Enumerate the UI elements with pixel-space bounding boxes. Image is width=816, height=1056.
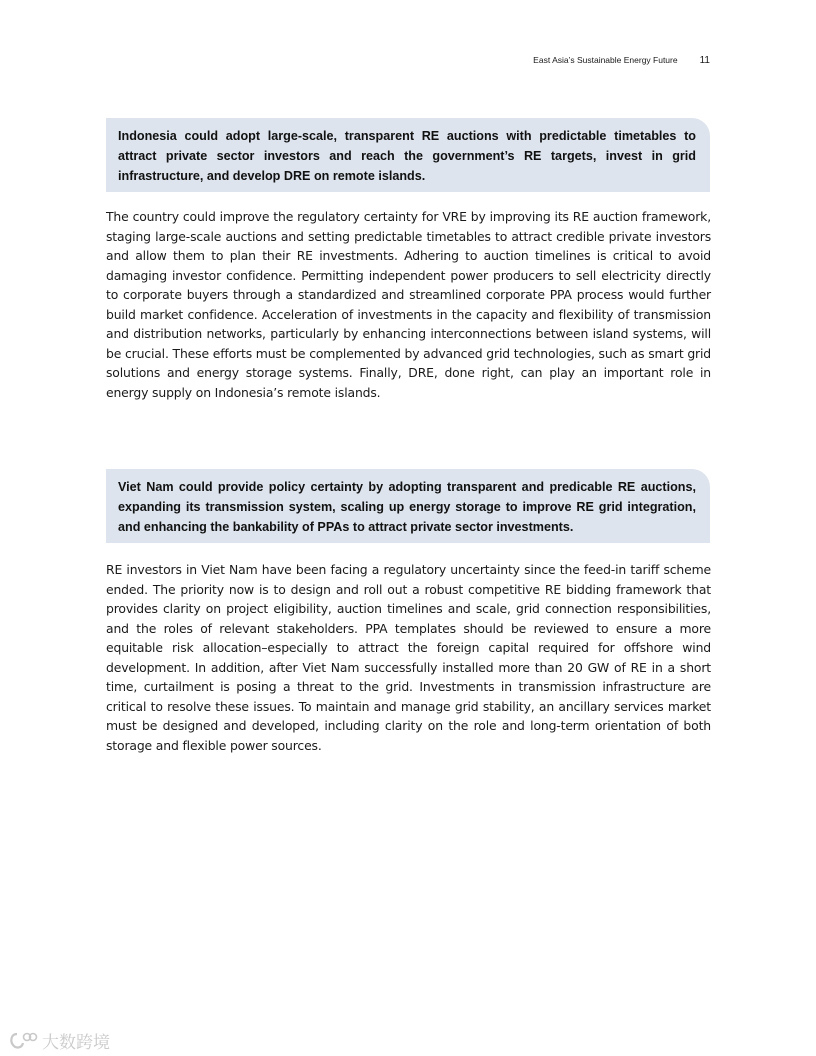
indonesia-callout-box (106, 118, 710, 192)
watermark (8, 1028, 110, 1053)
vietnam-callout-text: Viet Nam could provide policy certainty by adopting transparent and predicable RE auctions, expanding its transmission system, scaling up energy storage to improve RE grid integration, and enhancing the bankability of PPAs to attract private sector investments. (118, 480, 696, 534)
indonesia-body-paragraph: The country could improve the regulatory certainty for VRE by improving its RE auction framework, staging large-scale auctions and setting predictable timetables to attract credible private investors and allow them to plan their RE investments. Adhering to auction timelines is critical to avoid damaging investor confidence. Permitting independent power producers to sell electricity directly to corporate buyers through a standardized and streamlined corporate PPA process would further build market confidence. Acceleration of investments in the capacity and flexibility of transmission and distribution networks, particularly by enhancing interconnections between island systems, will be crucial. These efforts must be complemented by advanced grid technologies, such as smart grid solutions and energy storage systems. Finally, DRE, done right, can play an important role in energy supply on Indonesia’s remote islands. (106, 209, 711, 400)
page-number: 11 (699, 55, 710, 66)
vietnam-body-paragraph: RE investors in Viet Nam have been facing a regulatory uncertainty since the feed-in tariff scheme ended. The priority now is to design and roll out a robust competitive RE bidding framework that provides clarity on project eligibility, auction timelines and scale, grid connection responsibilities, and the roles of relevant stakeholders. PPA templates should be reviewed to ensure a more equitable risk allocation–especially to attract the foreign capital required for offshore wind development. In addition, after Viet Nam successfully installed more than 20 GW of RE in a short time, curtailment is posing a threat to the grid. Investments in transmission infrastructure are critical to resolve these issues. To maintain and manage grid stability, an ancillary services market must be designed and developed, including clarity on the role and long-term orientation of both storage and flexible power sources. (106, 562, 711, 753)
watermark-logo-icon (8, 1031, 38, 1051)
vietnam-callout-box (106, 469, 710, 543)
running-header (533, 55, 710, 66)
running-title: East Asia’s Sustainable Energy Future (533, 55, 678, 65)
watermark-text: 大数跨境 (42, 1033, 110, 1053)
indonesia-callout-text: Indonesia could adopt large-scale, transparent RE auctions with predictable timetables to attract private sector investors and reach the government’s RE targets, invest in grid infrastructure, and develop DRE on remote islands. (118, 129, 696, 183)
